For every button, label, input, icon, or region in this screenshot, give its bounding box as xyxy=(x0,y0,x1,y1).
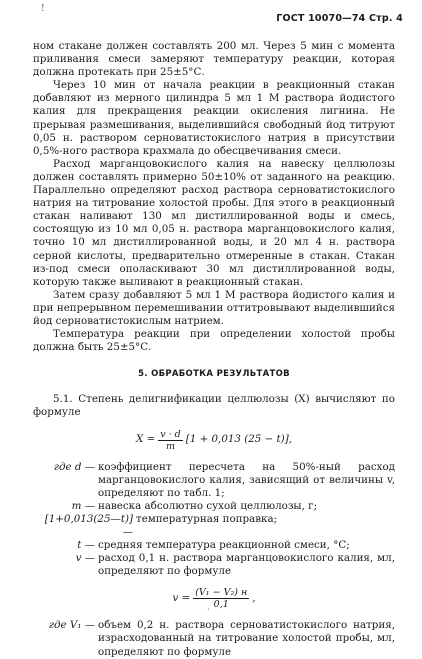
definition-desc: температурная поправка; xyxy=(136,512,278,525)
definition-term: где d — xyxy=(53,460,95,473)
formula-v xyxy=(33,587,395,610)
definition-t xyxy=(33,539,395,552)
definition-term: где V₁ — xyxy=(48,619,95,632)
formula-v-rhs: , xyxy=(252,592,256,605)
definition-m xyxy=(33,500,395,513)
definition-term: [1+0,013(25—t)] — xyxy=(44,512,133,538)
formula-v-denominator: 0,1 xyxy=(213,599,229,611)
page-header: ГОСТ 10070—74 Стр. 4 xyxy=(276,13,403,24)
definition-desc: коэффициент пересчета на 50%-ный расход марганцовокислого калия, зависящий от величины v, определяют по табл. 1; xyxy=(98,460,395,499)
section-title: 5. ОБРАБОТКА РЕЗУЛЬТАТОВ xyxy=(138,369,290,380)
paragraph-6: 5.1. Степень делигнификации целлюлозы (X) вычисляют по формуле xyxy=(33,393,395,419)
definition-desc: средняя температура реакционной смеси, °С; xyxy=(98,539,350,552)
document-body xyxy=(33,40,395,659)
definition-desc: навеска абсолютно сухой целлюлозы, г; xyxy=(98,499,318,512)
definition-term: m — xyxy=(71,499,95,512)
formula-x-rhs: [1 + 0,013 (25 − t)], xyxy=(185,433,292,446)
definition-desc: объем 0,2 н. раствора серноватистокислого натрия, израсходованный на титрование холостой пробы, мл, определяют по формуле xyxy=(98,619,395,658)
definition-desc: расход 0,1 н. раствора марганцовокислого калия, мл, определяют по формуле xyxy=(98,552,395,578)
paragraph-5: Температура реакции при определении холостой пробы должна быть 25±5°С. xyxy=(33,328,395,354)
formula-x-denominator: m xyxy=(165,440,175,452)
paragraph-3: Расход марганцовокислого калия на навеску целлюлозы должен составлять примерно 50±10% от заданного на реакцию. Параллельно определяют расход раствора серноватистокислого натрия на титрование холостой пробы. Для этого в реакционный стакан наливают 130 мл дистиллированной воды и смесь, состоящую из 10 мл 0,05 н. раствора марганцовокислого калия, точно 10 мл дистиллированной воды, и 20 мл 4 н. раствора серной кислоты, предварительно отмеренные в стакан. Стакан из-под смеси ополаскивают 30 мл дистиллированной воды, которую также выливают в реакционный стакан. xyxy=(33,157,395,288)
bottom-mark: · xyxy=(207,605,210,614)
formula-v-fraction xyxy=(193,587,249,610)
formula-v-lhs: v = xyxy=(172,592,191,605)
definition-term: t — xyxy=(77,539,95,552)
paragraph-2: Через 10 мин от начала реакции в реакционный стакан добавляют из мерного цилиндра 5 мл 1 М раствора йодистого калия для прекращения реакции окисления лигнина. Не прерывая размешивания, выделившийся свободный йод титруют 0,05 н. раствором серноватистокислого натрия в присутствии 0,5%-ного раствора крахмала до обесцвечивания смеси. xyxy=(33,79,395,157)
formula-x-lhs: X = xyxy=(136,433,156,446)
formula-x-numerator: v · d xyxy=(160,428,181,440)
definition-d xyxy=(33,461,395,500)
paragraph-4: Затем сразу добавляют 5 мл 1 М раствора йодистого калия и при непрерывном перемешивании оттитровывают выделившийся йод серноватистокислым натрием. xyxy=(33,288,395,327)
definition-v xyxy=(33,552,395,578)
definition-correction xyxy=(33,513,395,539)
margin-mark: ! xyxy=(41,4,45,14)
formula-v-numerator: (V₁ − V₂) н xyxy=(195,587,248,599)
formula-x-fraction xyxy=(158,429,183,452)
paragraph-1: ном стакане должен составлять 200 мл. Через 5 мин с момента приливания смеси замеряют температуру реакции, которая должна протекать при 25±5°С. xyxy=(33,40,395,79)
formula-x xyxy=(33,429,395,452)
definition-v1 xyxy=(33,619,395,658)
definition-term: v — xyxy=(75,552,95,565)
